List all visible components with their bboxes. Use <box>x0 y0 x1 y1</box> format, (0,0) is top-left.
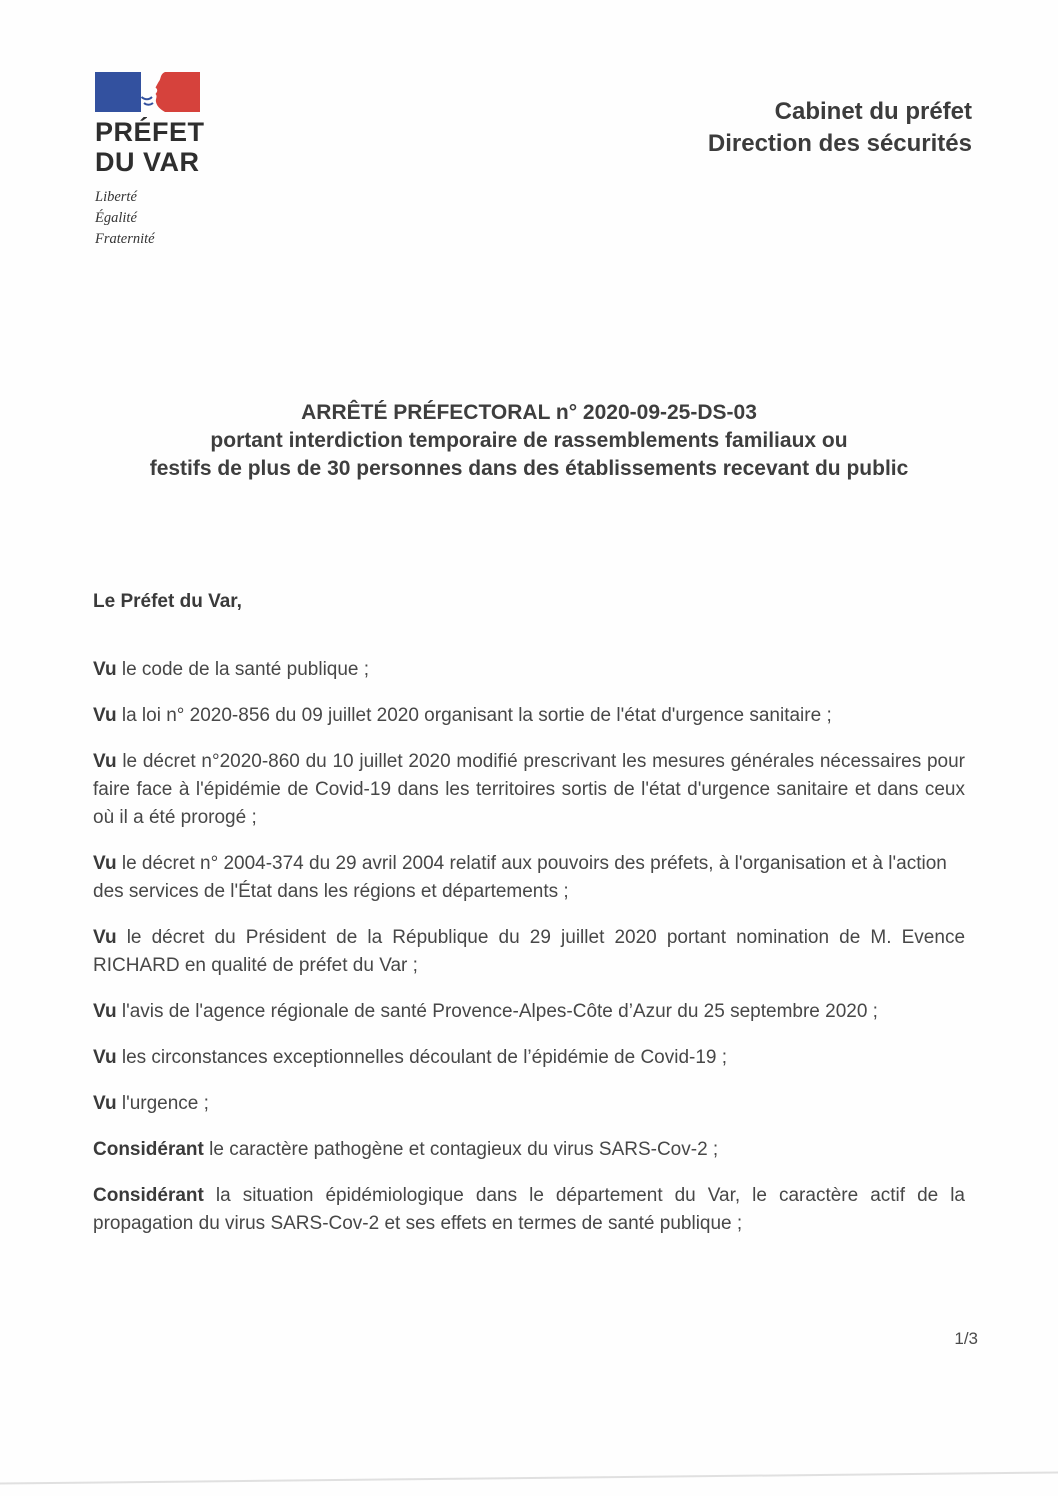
clause-lead: Considérant <box>93 1185 204 1206</box>
office-line2: Direction des sécurités <box>707 130 972 157</box>
issuing-office <box>708 96 972 160</box>
decree-title-line1: ARRÊTÉ PRÉFECTORAL n° 2020-09-25-DS-03 <box>301 401 757 424</box>
office-line1: Cabinet du préfet <box>774 98 972 125</box>
clause <box>93 998 965 1026</box>
clause-text: la loi n° 2020-856 du 09 juillet 2020 organisant la sortie de l'état d'urgence sanitaire ; <box>121 705 832 726</box>
institution-name-line1: PRÉFET <box>95 117 205 147</box>
clause-text: les circonstances exceptionnelles découlant de l’épidémie de Covid-19 ; <box>121 1047 728 1068</box>
clause <box>93 850 965 906</box>
clause-text: le décret n°2020-860 du 10 juillet 2020 modifié prescrivant les mesures générales nécessaires pour faire face à l'épidémie de Covid-19 dans les territoires sortis de l'état d'urgence sanitaire et dans ceux où il a été prorogé ; <box>93 751 966 828</box>
clause-lead: Vu <box>93 1093 117 1114</box>
salutation: Le Préfet du Var, <box>93 591 242 612</box>
clause-lead: Vu <box>93 1001 117 1022</box>
decree-body <box>93 588 965 1256</box>
clause <box>93 924 965 980</box>
clause <box>93 748 965 832</box>
clause-text: le caractère pathogène et contagieux du virus SARS-Cov-2 ; <box>209 1139 719 1160</box>
scan-edge-line <box>0 1471 1058 1484</box>
clause-lead: Vu <box>93 853 117 874</box>
clause-lead: Vu <box>93 927 117 948</box>
clause <box>93 1136 965 1164</box>
clause-lead: Vu <box>93 705 117 726</box>
clause-text: le code de la santé publique ; <box>121 659 370 680</box>
clause-lead: Vu <box>93 1047 117 1068</box>
clause-lead: Vu <box>93 659 117 680</box>
clause <box>93 702 965 730</box>
french-flag-marianne-icon <box>95 72 200 112</box>
institution-name-line2: DU VAR <box>95 147 200 177</box>
motto-liberte: Liberté <box>95 189 137 205</box>
motto-fraternite: Fraternité <box>95 231 155 247</box>
motto-egalite: Égalité <box>95 210 137 226</box>
clause-text: l'avis de l'agence régionale de santé Provence-Alpes-Côte d’Azur du 25 septembre 2020 ; <box>121 1001 878 1022</box>
decree-title <box>0 399 1058 483</box>
clause-text: le décret n° 2004-374 du 29 avril 2004 relatif aux pouvoirs des préfets, à l'organisation et à l'action des services de l'État dans les régions et départements ; <box>93 853 947 902</box>
page-number: 1/3 <box>954 1329 978 1348</box>
clause-text: la situation épidémiologique dans le département du Var, le caractère actif de la propagation du virus SARS-Cov-2 et ses effets en termes de santé publique ; <box>93 1185 966 1234</box>
clause <box>93 1090 965 1118</box>
clause <box>93 1044 965 1072</box>
decree-title-line3: festifs de plus de 30 personnes dans des établissements recevant du public <box>149 457 909 480</box>
prefecture-logo <box>95 72 205 250</box>
clause-lead: Vu <box>93 751 117 772</box>
clause-lead: Considérant <box>93 1139 204 1160</box>
clause <box>93 656 965 684</box>
clause <box>93 1182 965 1238</box>
clause-text: le décret du Président de la République du 29 juillet 2020 portant nomination de M. Evence RICHARD en qualité de préfet du Var ; <box>93 927 966 976</box>
decree-title-line2: portant interdiction temporaire de rassemblements familiaux ou <box>210 429 848 452</box>
clause-text: l'urgence ; <box>121 1093 209 1114</box>
republic-motto <box>95 187 205 250</box>
clauses <box>93 656 965 1238</box>
